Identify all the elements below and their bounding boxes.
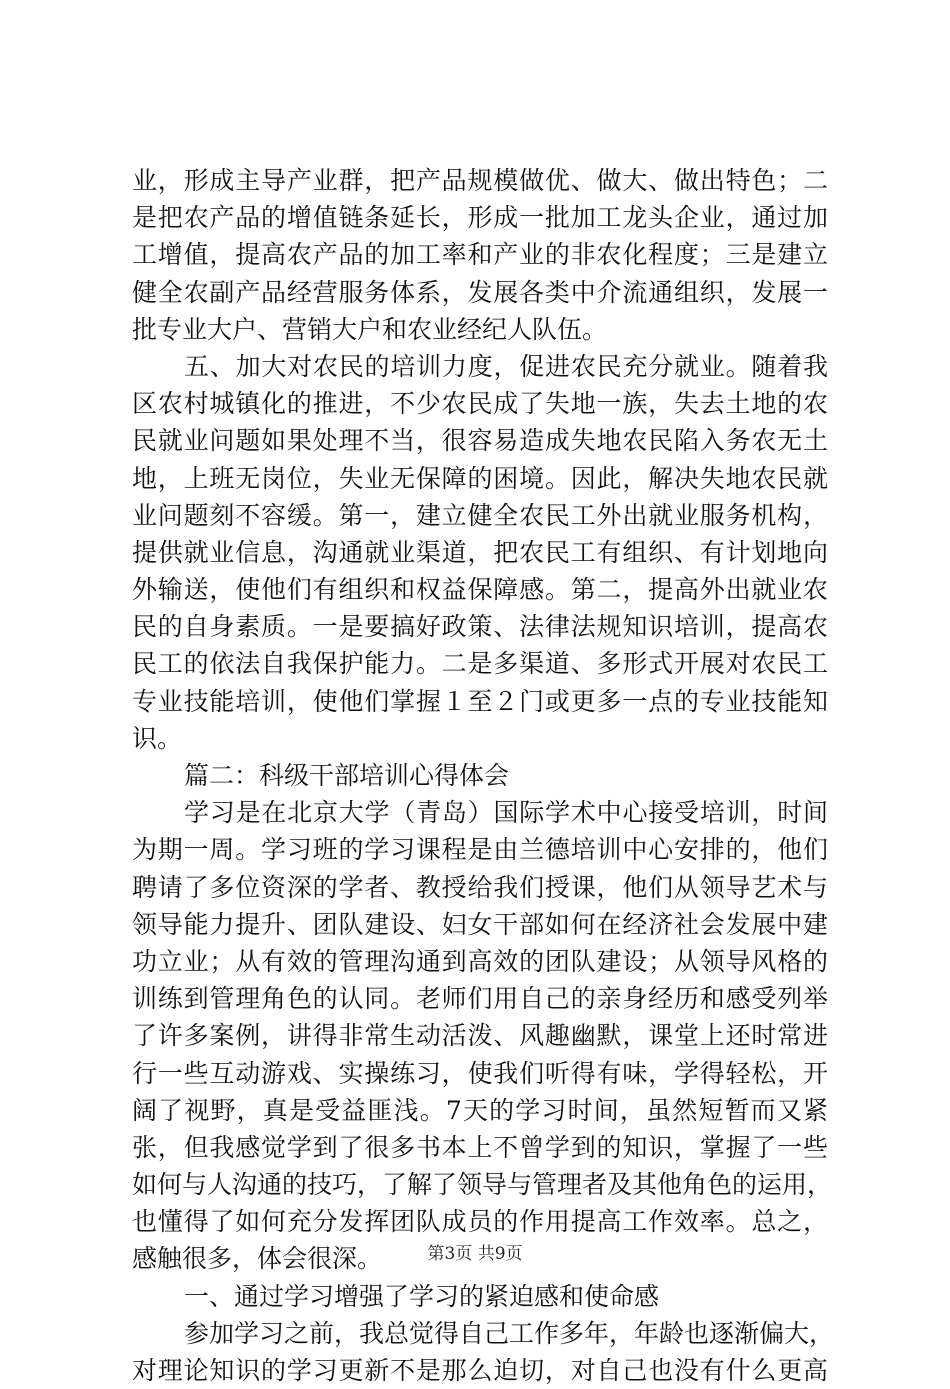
text-line: 提供就业信息，沟通就业渠道，把农民工有组织、有计划地向 xyxy=(132,537,828,567)
text-line: 批专业大户、营销大户和农业经纪人队伍。 xyxy=(132,314,608,344)
text-line: 工增值，提高农产品的加工率和产业的非农化程度；三是建立 xyxy=(132,240,828,270)
text-line: 篇二：科级干部培训心得体会 xyxy=(184,761,510,790)
text-line: 对理论知识的学习更新不是那么迫切，对自己也没有什么更高 xyxy=(132,1356,828,1385)
text-line: 识。 xyxy=(132,723,183,753)
text-line: 训练到管理角色的认同。老师们用自己的亲身经历和感受列举 xyxy=(132,984,828,1014)
text-line: 阔了视野，真是受益匪浅。7天的学习时间，虽然短暂而又紧 xyxy=(132,1095,828,1125)
text-line: 五、加大对农民的培训力度，促进农民充分就业。随着我 xyxy=(184,351,828,381)
text-line: 是把农产品的增值链条延长，形成一批加工龙头企业，通过加 xyxy=(132,203,828,233)
text-line: 也懂得了如何充分发挥团队成员的作用提高工作效率。总之， xyxy=(132,1207,828,1237)
text-line: 一、通过学习增强了学习的紧迫感和使命感 xyxy=(184,1281,660,1311)
text-line: 业问题刻不容缓。第一，建立健全农民工外出就业服务机构， xyxy=(132,500,828,530)
text-line: 民的自身素质。一是要搞好政策、法律法规知识培训，提高农 xyxy=(132,612,828,642)
text-line: 民工的依法自我保护能力。二是多渠道、多形式开展对农民工 xyxy=(132,649,828,679)
text-line: 区农村城镇化的推进，不少农民成了失地一族，失去土地的农 xyxy=(132,389,828,419)
text-line: 张，但我感觉学到了很多书本上不曾学到的知识，掌握了一些 xyxy=(132,1132,828,1162)
text-line: 功立业；从有效的管理沟通到高效的团队建设；从领导风格的 xyxy=(132,946,828,976)
text-line: 学习是在北京大学（青岛）国际学术中心接受培训，时间 xyxy=(184,798,828,828)
text-line: 了许多案例，讲得非常生动活泼、风趣幽默，课堂上还时常进 xyxy=(132,1021,828,1051)
text-line: 健全农副产品经营服务体系，发展各类中介流通组织，发展一 xyxy=(132,277,828,307)
text-line: 感触很多，体会很深。 xyxy=(132,1244,383,1274)
text-line: 领导能力提升、团队建设、妇女干部如何在经济社会发展中建 xyxy=(132,909,828,939)
document-body xyxy=(132,162,835,1389)
text-line: 地，上班无岗位，失业无保障的困境。因此，解决失地农民就 xyxy=(132,463,828,493)
text-line: 聘请了多位资深的学者、教授给我们授课，他们从领导艺术与 xyxy=(132,872,828,902)
text-line: 参加学习之前，我总觉得自己工作多年，年龄也逐渐偏大， xyxy=(184,1318,835,1348)
page-footer: 第3页 共9页 xyxy=(427,1244,523,1264)
text-line: 如何与人沟通的技巧，了解了领导与管理者及其他角色的运用， xyxy=(132,1170,833,1200)
text-line: 行一些互动游戏、实操练习，使我们听得有味，学得轻松，开 xyxy=(132,1058,828,1088)
text-line: 为期一周。学习班的学习课程是由兰德培训中心安排的，他们 xyxy=(132,835,828,865)
text-line: 专业技能培训，使他们掌握１至２门或更多一点的专业技能知 xyxy=(132,686,828,716)
text-line: 外输送，使他们有组织和权益保障感。第二，提高外出就业农 xyxy=(132,575,828,605)
text-line: 业，形成主导产业群，把产品规模做优、做大、做出特色；二 xyxy=(132,166,828,195)
text-line: 民就业问题如果处理不当，很容易造成失地农民陷入务农无土 xyxy=(132,426,828,456)
